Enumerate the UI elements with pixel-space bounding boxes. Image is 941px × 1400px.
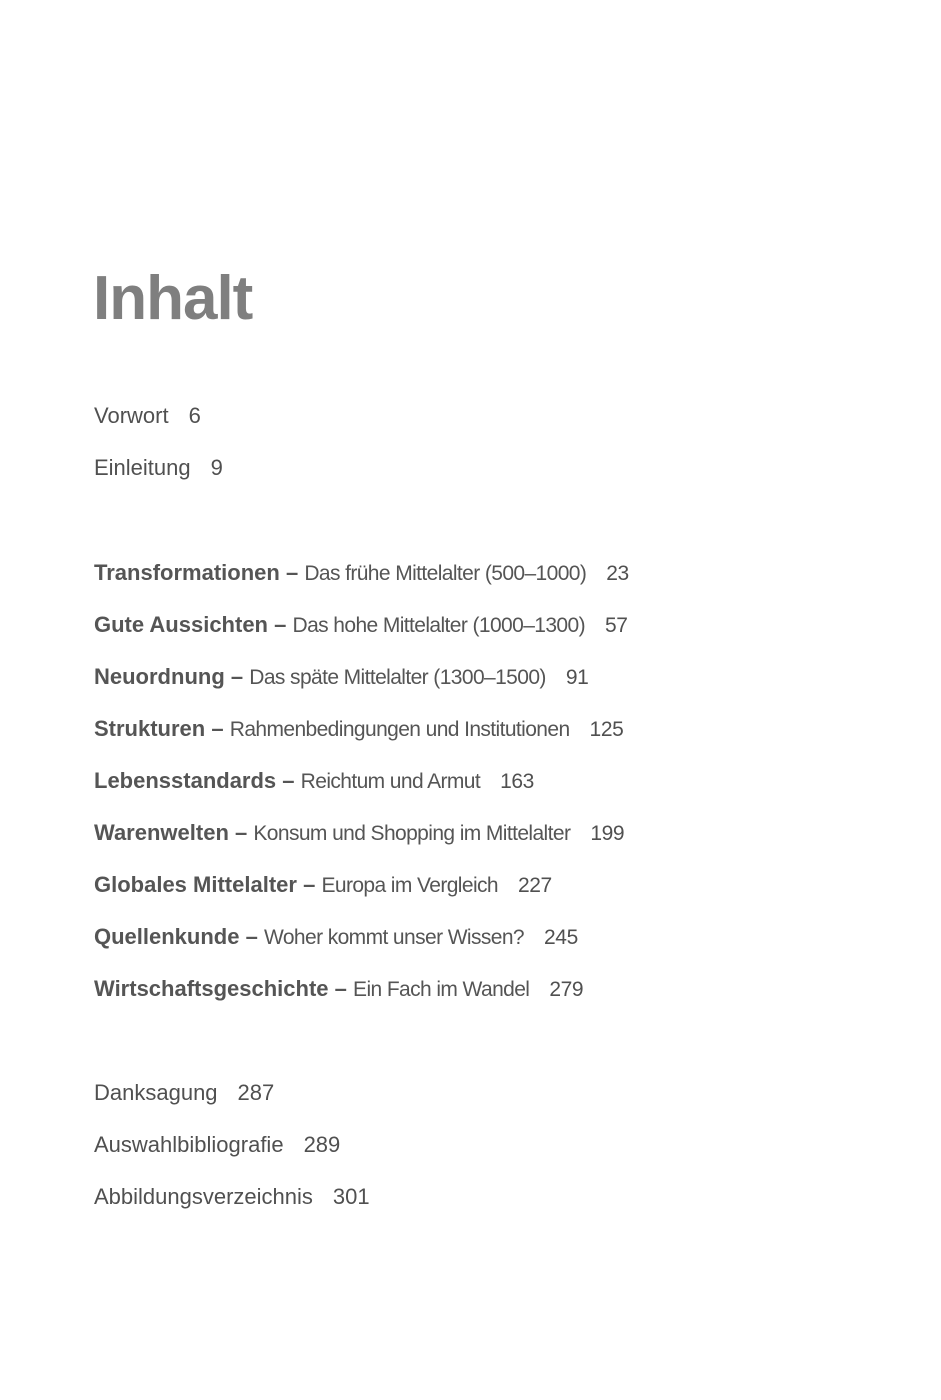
toc-entry-vorwort[interactable] (94, 405, 201, 427)
chapter-title: Strukturen (94, 716, 206, 741)
chapter-separator: – (285, 560, 299, 585)
toc-entry-label: Vorwort (94, 403, 169, 428)
chapter-subtitle: Woher kommt unser Wissen? (263, 926, 525, 949)
chapter-subtitle: Das frühe Mittelalter (500–1000) (304, 562, 587, 585)
toc-page-number: 91 (565, 666, 589, 689)
toc-entry-label: Auswahlbibliografie (94, 1132, 284, 1157)
chapter-title: Neuordnung (94, 664, 225, 689)
chapter-separator: – (334, 976, 347, 1001)
toc-entry-danksagung[interactable] (94, 1082, 274, 1104)
toc-entry-abbildungsverzeichnis[interactable] (94, 1186, 370, 1208)
toc-chapter-lebensstandards[interactable] (94, 770, 534, 792)
chapter-separator: – (230, 664, 244, 689)
toc-chapter-globales-mittelalter[interactable] (94, 874, 552, 896)
toc-chapter-neuordnung[interactable] (94, 666, 588, 688)
chapter-separator: – (245, 924, 258, 949)
toc-page-number: 227 (518, 874, 552, 897)
toc-entry-label: Abbildungsverzeichnis (94, 1184, 313, 1209)
toc-page-number: 287 (237, 1080, 275, 1105)
toc-chapter-strukturen[interactable] (94, 718, 623, 740)
chapter-separator: – (211, 716, 224, 741)
chapter-title: Transformationen (94, 560, 280, 585)
toc-page-number: 57 (605, 614, 628, 637)
toc-chapter-quellenkunde[interactable] (94, 926, 578, 948)
chapter-subtitle: Das späte Mittelalter (1300–1500) (249, 666, 546, 689)
chapter-separator: – (274, 612, 287, 637)
chapter-separator: – (235, 820, 248, 845)
toc-page-number: 199 (590, 822, 625, 845)
chapter-subtitle: Reichtum und Armut (300, 770, 481, 793)
toc-page-number: 245 (544, 926, 578, 949)
chapter-title: Lebensstandards (94, 768, 277, 793)
chapter-subtitle: Das hohe Mittelalter (1000–1300) (292, 614, 585, 637)
toc-page-number: 301 (332, 1184, 370, 1209)
toc-entry-auswahlbibliografie[interactable] (94, 1134, 340, 1156)
chapter-subtitle: Europa im Vergleich (321, 874, 498, 897)
chapter-subtitle: Ein Fach im Wandel (353, 978, 530, 1001)
toc-entry-einleitung[interactable] (94, 457, 223, 479)
chapter-separator: – (282, 768, 295, 793)
toc-page-number: 279 (549, 978, 584, 1001)
chapter-separator: – (303, 872, 316, 897)
toc-page-number: 289 (303, 1132, 341, 1157)
chapter-title: Wirtschaftsgeschichte (94, 976, 329, 1001)
toc-entry-label: Danksagung (94, 1080, 218, 1105)
toc-chapter-transformationen[interactable] (94, 562, 629, 584)
chapter-subtitle: Konsum und Shopping im Mittelalter (253, 822, 571, 845)
toc-page-number: 163 (500, 770, 534, 793)
toc-chapter-gute-aussichten[interactable] (94, 614, 628, 636)
toc-page-number: 9 (210, 455, 223, 480)
toc-chapter-wirtschaftsgeschichte[interactable] (94, 978, 583, 1000)
page-title: Inhalt (93, 264, 253, 333)
toc-page-number: 125 (589, 718, 624, 741)
toc-page-number: 23 (606, 562, 629, 585)
chapter-subtitle: Rahmenbedingungen und Institutionen (229, 718, 570, 741)
toc-chapter-warenwelten[interactable] (94, 822, 624, 844)
chapter-title: Gute Aussichten (94, 612, 268, 637)
toc-page-number: 6 (188, 403, 201, 428)
chapter-title: Warenwelten (94, 820, 229, 845)
chapter-title: Globales Mittelalter (94, 872, 297, 897)
toc-entry-label: Einleitung (94, 455, 191, 480)
chapter-title: Quellenkunde (94, 924, 240, 949)
